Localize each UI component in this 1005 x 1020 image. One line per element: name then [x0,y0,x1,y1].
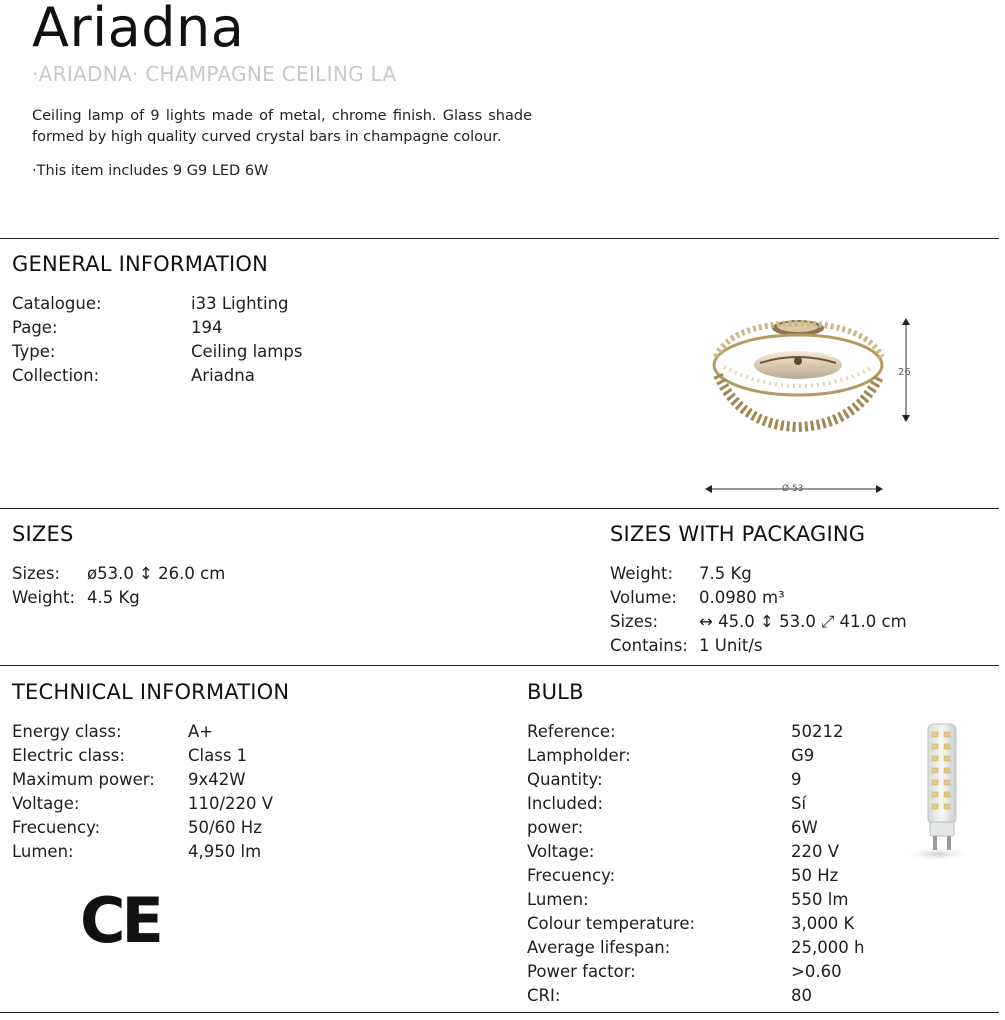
row-label: Lampholder: [527,746,631,765]
row-label: Frecuency: [12,818,101,837]
divider [0,1012,999,1013]
row-value: 220 V [791,842,840,861]
row-label: Energy class: [12,722,122,741]
row-value: ↔ 45.0 ↕ 53.0 ⤢ 41.0 cm [699,612,907,631]
divider [0,665,999,666]
row-value: A+ [188,722,214,741]
bulb-heading: BULB [527,680,584,704]
row-value: 6W [791,818,818,837]
row-value: 7.5 Kg [699,564,752,583]
row-value: 50 Hz [791,866,839,885]
row-value: i33 Lighting [191,294,289,313]
row-value: 4.5 Kg [87,588,140,607]
row-value: 4,950 lm [188,842,262,861]
row-label: Page: [12,318,58,337]
row-label: power: [527,818,584,837]
row-label: Quantity: [527,770,603,789]
row-label: Electric class: [12,746,125,765]
row-label: Reference: [527,722,616,741]
row-value: 9x42W [188,770,246,789]
product-title: Ariadna [32,0,245,59]
row-label: Average lifespan: [527,938,671,957]
divider [0,508,999,509]
row-value: Class 1 [188,746,248,765]
packaging-heading: SIZES WITH PACKAGING [610,522,866,546]
product-description: Ceiling lamp of 9 lights made of metal, chrome finish. Glass shade formed by high quality curved crystal bars in champagne colour. [32,108,532,145]
row-value: Sí [791,794,807,813]
sizes-heading: SIZES [12,522,74,546]
g9-bulb-image [898,716,978,866]
row-label: Voltage: [12,794,80,813]
row-value: Ariadna [191,366,255,385]
height-label: 26 [898,367,911,378]
row-value: ø53.0 ↕ 26.0 cm [87,564,226,583]
row-label: Lumen: [12,842,74,861]
row-value: G9 [791,746,815,765]
row-label: Maximum power: [12,770,155,789]
included-note: ·This item includes 9 G9 LED 6W [32,163,269,179]
lamp-dimension-drawing [700,305,930,500]
row-label: CRI: [527,986,561,1005]
row-label: Sizes: [610,612,659,631]
row-label: Type: [12,342,56,361]
product-subtitle: ·ARIADNA· CHAMPAGNE CEILING LA [32,62,397,86]
row-value: 25,000 h [791,938,865,957]
row-value: 110/220 V [188,794,274,813]
row-label: Volume: [610,588,677,607]
row-value: 50212 [791,722,844,741]
technical-information-heading: TECHNICAL INFORMATION [12,680,290,704]
row-value: Ceiling lamps [191,342,303,361]
row-label: Weight: [12,588,76,607]
row-value: >0.60 [791,962,842,981]
row-label: Collection: [12,366,100,385]
diameter-dimension [705,483,883,494]
row-label: Voltage: [527,842,595,861]
diameter-label: Ø 53 [782,484,804,494]
row-label: Frecuency: [527,866,616,885]
row-label: Catalogue: [12,294,102,313]
row-value: 9 [791,770,802,789]
row-value: 50/60 Hz [188,818,262,837]
row-value: 3,000 K [791,914,855,933]
row-label: Included: [527,794,604,813]
row-label: Sizes: [12,564,61,583]
row-label: Lumen: [527,890,589,909]
row-value: 550 lm [791,890,849,909]
ce-mark: CE [80,884,160,957]
row-label: Weight: [610,564,674,583]
general-information-heading: GENERAL INFORMATION [12,252,269,276]
row-label: Colour temperature: [527,914,696,933]
height-dimension [898,318,911,422]
row-value: 194 [191,318,223,337]
row-label: Power factor: [527,962,636,981]
ceiling-lamp-image [714,320,882,427]
divider [0,238,999,239]
row-label: Contains: [610,636,688,655]
row-value: 1 Unit/s [699,636,763,655]
row-value: 0.0980 m³ [699,588,785,607]
row-value: 80 [791,986,812,1005]
